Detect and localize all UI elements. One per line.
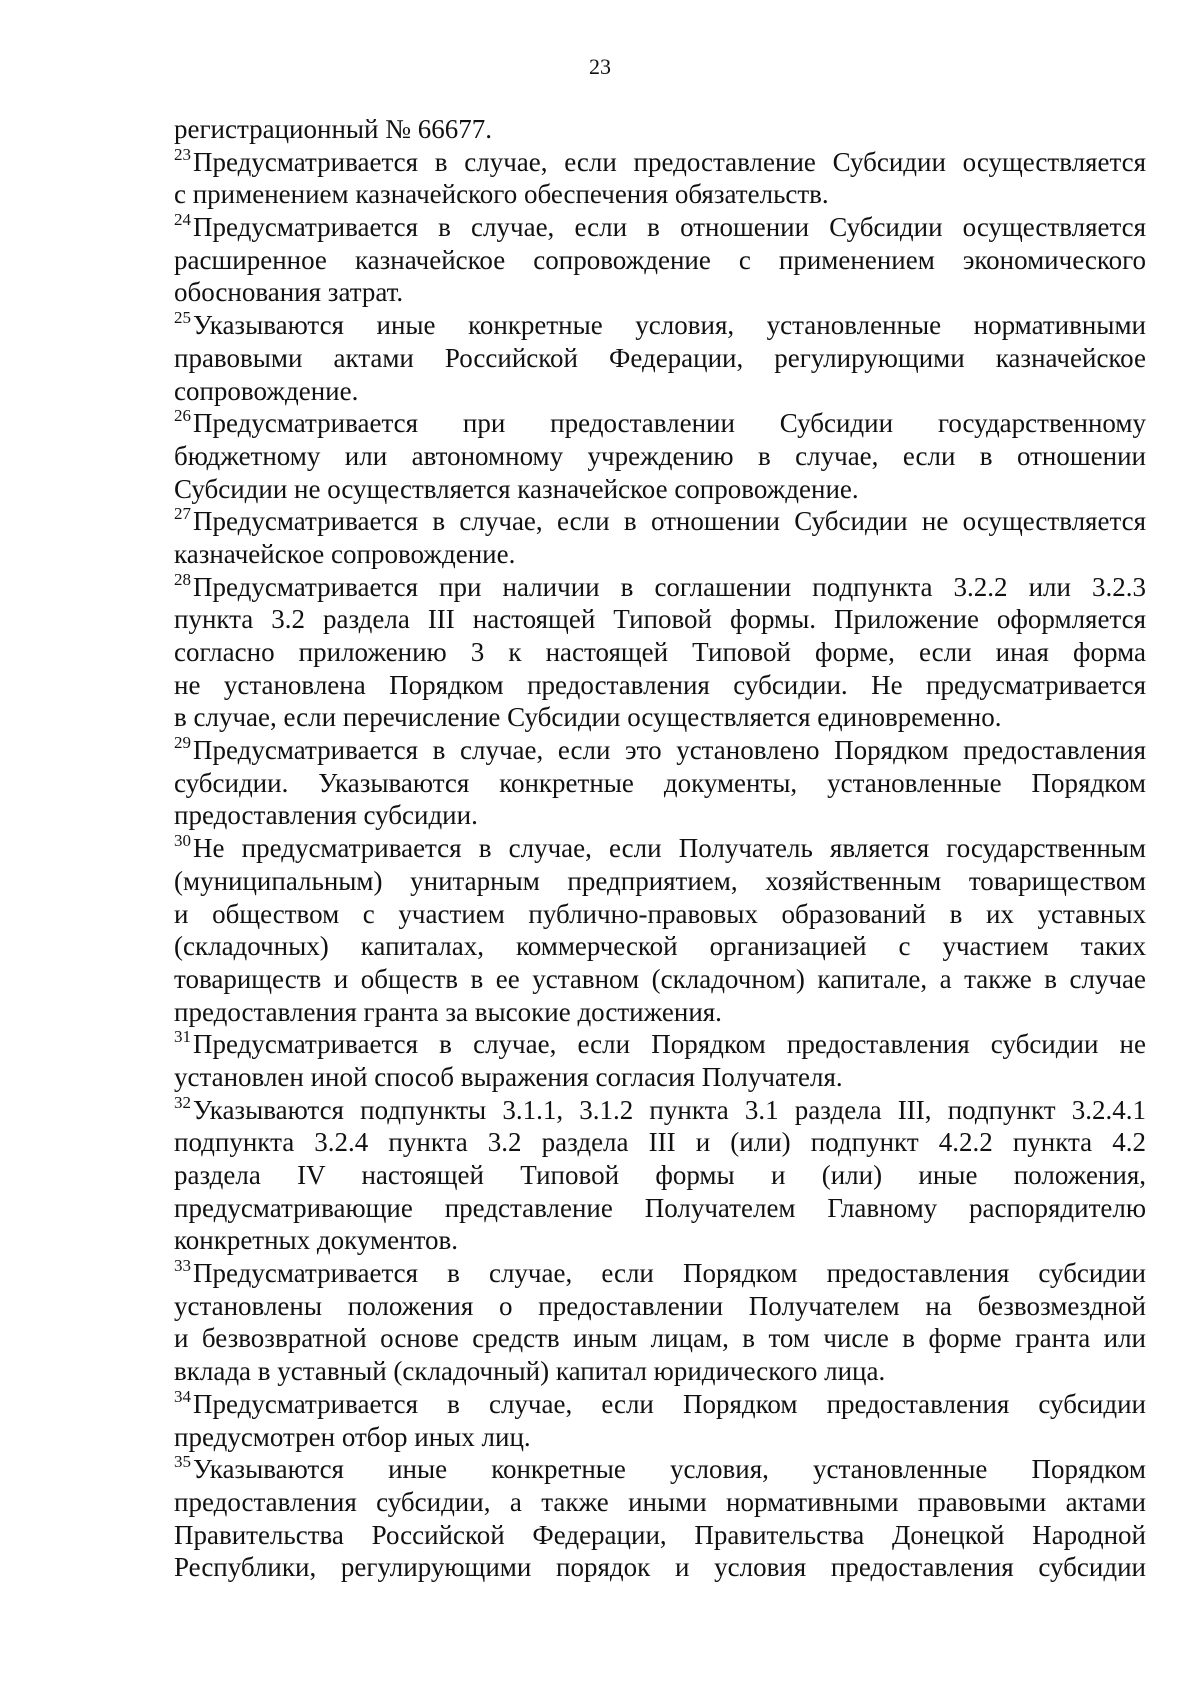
footnote-text: Республики, регулирующими порядок и условия предоставления субсидии	[174, 1552, 1146, 1583]
footnote-text: Не предусматривается в случае, если Получатель является государственным	[193, 833, 1146, 864]
footnote-number: 24	[174, 210, 191, 230]
text-line	[174, 1159, 1146, 1192]
text-line	[174, 1094, 1146, 1127]
footnote-number: 25	[174, 308, 191, 328]
text-line	[174, 799, 1146, 832]
footnote-number: 27	[174, 504, 191, 524]
footnote-text: Предусматривается в случае, если Порядком предоставления субсидии не	[193, 1029, 1146, 1060]
footnote-text: сопровождение.	[174, 375, 359, 406]
text-line	[174, 473, 1146, 506]
footnote-text: казначейское сопровождение.	[174, 538, 516, 569]
text-line	[174, 1192, 1146, 1225]
footnote-text: и обществом с участием публично-правовых образований в их уставных	[174, 898, 1146, 929]
footnote-number: 29	[174, 733, 191, 753]
footnote-text: Предусматривается в случае, если Порядком предоставления субсидии	[193, 1388, 1146, 1419]
footnote-text: Предусматривается в случае, если в отношении Субсидии не осуществляется	[193, 506, 1146, 537]
footnote-text: Предусматривается при предоставлении Субсидии государственному	[193, 408, 1146, 439]
footnote-text: не установлена Порядком предоставления субсидии. Не предусматривается	[174, 669, 1146, 700]
footnote-number: 31	[174, 1027, 191, 1047]
footnote-number: 28	[174, 569, 191, 589]
text-line	[174, 1126, 1146, 1159]
footnote-number: 30	[174, 831, 191, 851]
text-line	[174, 505, 1146, 538]
footnote-text: подпункта 3.2.4 пункта 3.2 раздела III и (или) подпункт 4.2.2 пункта 4.2	[174, 1127, 1146, 1158]
text-line	[174, 1257, 1146, 1290]
footnote-text: предоставления субсидии, а также иными нормативными правовыми актами	[174, 1486, 1146, 1517]
text-line	[174, 1519, 1146, 1552]
footnote-text: предусмотрен отбор иных лиц.	[174, 1421, 531, 1452]
footnote-number: 23	[174, 144, 191, 164]
text-line	[174, 767, 1146, 800]
footnote-text: Правительства Российской Федерации, Правительства Донецкой Народной	[174, 1519, 1146, 1550]
text-line	[174, 1551, 1146, 1584]
text-line	[174, 1486, 1146, 1519]
text-line	[174, 1355, 1146, 1388]
footnote-text: Указываются иные конкретные условия, установленные нормативными	[193, 310, 1146, 341]
footnote-text: вклада в уставный (складочный) капитал юридического лица.	[174, 1356, 886, 1387]
footnote-text: и безвозвратной основе средств иным лицам, в том числе в форме гранта или	[174, 1323, 1146, 1354]
text-line	[174, 865, 1146, 898]
footnote-text: Указываются подпункты 3.1.1, 3.1.2 пункта 3.1 раздела III, подпункт 3.2.4.1	[193, 1094, 1146, 1125]
text-line	[174, 1322, 1146, 1355]
text-line	[174, 603, 1146, 636]
footnote-text: предоставления субсидии.	[174, 800, 478, 831]
page-number: 23	[589, 54, 611, 79]
footnote-text: (складочных) капиталах, коммерческой организацией с участием таких	[174, 931, 1146, 962]
text-line	[174, 636, 1146, 669]
footnote-text: с применением казначейского обеспечения обязательств.	[174, 179, 829, 210]
footnote-number: 33	[174, 1256, 191, 1276]
footnote-text: согласно приложению 3 к настоящей Типовой форме, если иная форма	[174, 637, 1146, 667]
text-line	[174, 178, 1146, 211]
text-line	[174, 538, 1146, 571]
footnote-text: обоснования затрат.	[174, 277, 404, 308]
text-line	[174, 996, 1146, 1029]
footnote-text: Предусматривается в случае, если в отношении Субсидии осуществляется	[193, 212, 1146, 243]
footnote-text: установлены положения о предоставлении Получателем на безвозмездной	[174, 1290, 1146, 1321]
text-line	[174, 930, 1146, 963]
text-line	[174, 440, 1146, 473]
footnote-text: (муниципальным) унитарным предприятием, хозяйственным товариществом	[174, 865, 1146, 896]
footnote-text: установлен иной способ выражения согласия Получателя.	[174, 1061, 843, 1092]
footnote-text: Указываются иные конкретные условия, установленные Порядком	[193, 1454, 1146, 1485]
text-line	[174, 734, 1146, 767]
footnote-text: конкретных документов.	[174, 1225, 459, 1256]
text-line	[174, 113, 1146, 146]
footnote-text: предусматривающие представление Получателем Главному распорядителю	[174, 1192, 1146, 1223]
footnote-text: предоставления гранта за высокие достижения.	[174, 996, 722, 1027]
footnote-text: Предусматривается в случае, если предоставление Субсидии осуществляется	[193, 146, 1146, 177]
text-line	[174, 669, 1146, 702]
footnote-text: пункта 3.2 раздела III настоящей Типовой формы. Приложение оформляется	[174, 604, 1146, 635]
text-line	[174, 244, 1146, 277]
text-line	[174, 342, 1146, 375]
footnote-text: в случае, если перечисление Субсидии осуществляется единовременно.	[174, 702, 1002, 733]
text-line	[174, 1290, 1146, 1323]
text-line	[174, 1388, 1146, 1421]
text-line	[174, 1453, 1146, 1486]
footnote-number: 34	[174, 1386, 191, 1406]
text-line	[174, 832, 1146, 865]
text-line	[174, 309, 1146, 342]
text-line	[174, 1061, 1146, 1094]
text-line	[174, 963, 1146, 996]
footnote-number: 32	[174, 1092, 191, 1112]
text-line	[174, 1421, 1146, 1454]
footnote-text: товариществ и обществ в ее уставном (складочном) капитале, а также в случае	[174, 963, 1146, 994]
footnotes-body	[174, 113, 1146, 1584]
footnote-text: субсидии. Указываются конкретные документы, установленные Порядком	[174, 767, 1146, 798]
text-line	[174, 1224, 1146, 1257]
text-line	[174, 898, 1146, 931]
footnote-text: Предусматривается в случае, если это установлено Порядком предоставления	[193, 735, 1146, 766]
footnote-text: Субсидии не осуществляется казначейское сопровождение.	[174, 473, 859, 504]
text-line	[174, 1028, 1146, 1061]
footnote-text: бюджетному или автономному учреждению в случае, если в отношении	[174, 440, 1146, 471]
text-line	[174, 571, 1146, 604]
text-line	[174, 276, 1146, 309]
text-line	[174, 146, 1146, 179]
text-line	[174, 375, 1146, 408]
text-line	[174, 701, 1146, 734]
text-line	[174, 407, 1146, 440]
footnote-text: Предусматривается при наличии в соглашении подпункта 3.2.2 или 3.2.3	[193, 571, 1146, 602]
footnote-number: 35	[174, 1452, 191, 1472]
footnote-text: расширенное казначейское сопровождение с применением экономического	[174, 244, 1146, 275]
footnote-text: регистрационный № 66677.	[174, 114, 493, 144]
footnote-number: 26	[174, 406, 191, 426]
footnote-text: раздела IV настоящей Типовой формы и (или) иные положения,	[174, 1160, 1146, 1190]
footnote-text: правовыми актами Российской Федерации, регулирующими казначейское	[174, 342, 1146, 373]
footnote-text: Предусматривается в случае, если Порядком предоставления субсидии	[193, 1258, 1146, 1289]
text-line	[174, 211, 1146, 244]
